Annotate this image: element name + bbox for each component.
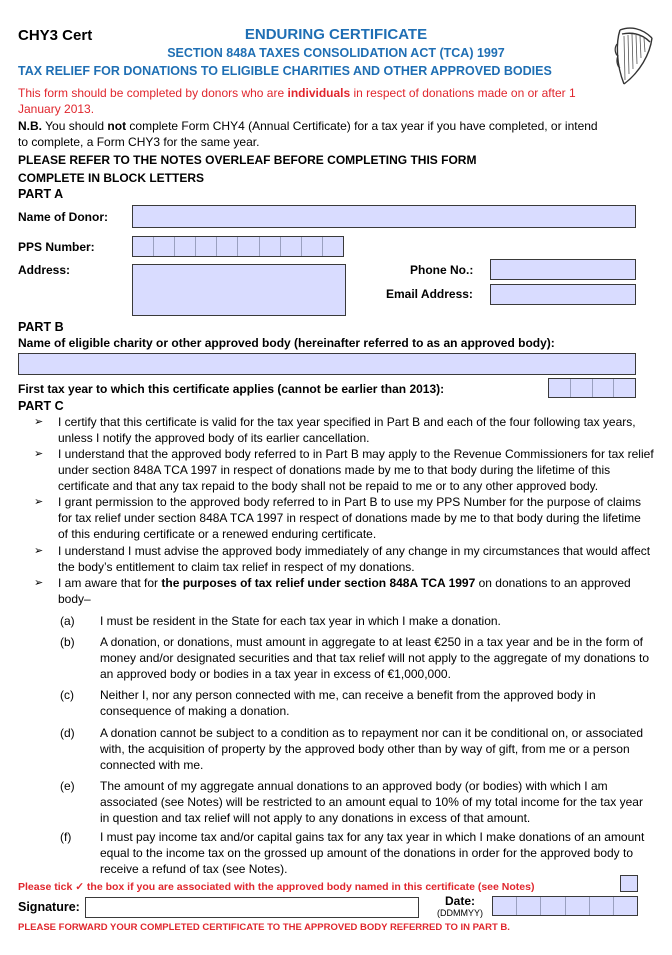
condition-text: A donation, or donations, must amount in aggregate to at least €250 in a tax year and be in the form of money and/or designated securities and that tax relief will not apply to the aggregate of my donations to an approved body or bodies in a tax year in excess of €1,000,000. — [100, 635, 649, 681]
condition-letter: (b) — [60, 635, 75, 649]
form-code: CHY3 Cert — [18, 27, 93, 44]
bullet-arrow-icon: ➢ — [34, 496, 44, 508]
association-checkbox[interactable] — [620, 875, 638, 892]
certification-bullet: I understand I must advise the approved body immediately of any change in my circumstances that would affect the body’s entitlement to claim tax relief in respect of my donations. — [58, 544, 651, 574]
condition-letter: (c) — [60, 688, 74, 702]
condition-text: Neither I, nor any person connected with me, can receive a benefit from the approved body in consequence of making a donation. — [100, 688, 596, 718]
date-digit-box[interactable] — [517, 897, 541, 915]
email-field[interactable] — [490, 284, 636, 305]
pps-char-box[interactable] — [260, 237, 281, 256]
address-field[interactable] — [132, 264, 346, 316]
pps-char-box[interactable] — [133, 237, 154, 256]
condition-text: I must pay income tax and/or capital gains tax for any tax year in which I make donations of an amount equal to the income tax on the grossed up amount of the donations in order for the approved body to receive a refund of tax (see Notes). — [100, 830, 645, 876]
date-label: Date: — [445, 894, 476, 908]
bullet-arrow-icon: ➢ — [34, 545, 44, 557]
certification-bullet: I certify that this certificate is valid for the tax year specified in Part B and each of the four following tax years, unless I notify the approved body of its earlier cancellation. — [58, 415, 636, 445]
condition-letter: (d) — [60, 726, 75, 740]
condition-letter: (e) — [60, 779, 75, 793]
date-digit-box[interactable] — [614, 897, 637, 915]
donor-name-field[interactable] — [132, 205, 636, 228]
form-title: ENDURING CERTIFICATE — [244, 26, 428, 43]
phone-label: Phone No.: — [410, 263, 474, 277]
address-label: Address: — [18, 263, 71, 277]
pps-number-label: PPS Number: — [18, 240, 95, 254]
condition-text: The amount of my aggregate annual donations to an approved body (or bodies) with which I am associated (see Notes) will be restricted to an amount equal to 10% of my total income for the tax year in question and tax relief will not apply to any donations in excess of that amount. — [100, 779, 643, 825]
condition-text: A donation cannot be subject to a condition as to repayment nor can it be conditional on, or associated with, the acquisition of property by the approved body other than by way of gift, from me or a person connected with me. — [100, 726, 644, 772]
condition-letter: (a) — [60, 614, 75, 628]
bullet-arrow-icon: ➢ — [34, 577, 44, 589]
email-label: Email Address: — [386, 287, 473, 301]
association-tick-note: Please tick ✓ the box if you are associated with the approved body named in this certificate (see Notes) — [18, 881, 535, 893]
refer-notes-instruction: PLEASE REFER TO THE NOTES OVERLEAF BEFORE COMPLETING THIS FORM — [18, 153, 477, 167]
aware-statement: I am aware that for the purposes of tax relief under section 848A TCA 1997 on donations to an approved body– — [58, 576, 631, 606]
date-digit-box[interactable] — [541, 897, 565, 915]
date-format-hint: (DDMMYY) — [437, 908, 483, 918]
condition-letter: (f) — [60, 830, 72, 844]
year-digit-box[interactable] — [614, 379, 635, 397]
year-digit-box[interactable] — [593, 379, 615, 397]
block-letters-instruction: COMPLETE IN BLOCK LETTERS — [18, 171, 204, 185]
pps-number-field[interactable] — [132, 236, 344, 257]
pps-char-box[interactable] — [323, 237, 343, 256]
date-field[interactable] — [492, 896, 638, 916]
donor-name-label: Name of Donor: — [18, 210, 108, 224]
year-digit-box[interactable] — [549, 379, 571, 397]
pps-char-box[interactable] — [175, 237, 196, 256]
nb-note: N.B. You should not complete Form CHY4 (Annual Certificate) for a tax year if you have completed, or intend to complete, a Form CHY3 for the same year. — [18, 119, 598, 149]
forward-instruction: PLEASE FORWARD YOUR COMPLETED CERTIFICATE TO THE APPROVED BODY REFERRED TO IN PART B. — [18, 922, 510, 933]
pps-char-box[interactable] — [217, 237, 238, 256]
part-b-heading: PART B — [18, 320, 64, 334]
charity-name-field[interactable] — [18, 353, 636, 375]
year-digit-box[interactable] — [571, 379, 593, 397]
pps-char-box[interactable] — [154, 237, 175, 256]
harp-emblem-icon — [612, 24, 658, 88]
charity-name-label: Name of eligible charity or other approved body (hereinafter referred to as an approved body): — [18, 336, 555, 350]
pps-char-box[interactable] — [281, 237, 302, 256]
date-digit-box[interactable] — [493, 897, 517, 915]
section-heading: SECTION 848A TAXES CONSOLIDATION ACT (TCA) 1997 — [167, 46, 505, 60]
form-subtitle: TAX RELIEF FOR DONATIONS TO ELIGIBLE CHARITIES AND OTHER APPROVED BODIES — [18, 64, 552, 78]
bullet-arrow-icon: ➢ — [34, 416, 44, 428]
first-tax-year-field[interactable] — [548, 378, 636, 398]
date-digit-box[interactable] — [590, 897, 614, 915]
signature-field[interactable] — [85, 897, 419, 918]
date-digit-box[interactable] — [566, 897, 590, 915]
pps-char-box[interactable] — [302, 237, 323, 256]
pps-char-box[interactable] — [196, 237, 217, 256]
first-tax-year-label: First tax year to which this certificate applies (cannot be earlier than 2013): — [18, 382, 445, 396]
certification-bullet: I grant permission to the approved body referred to in Part B to use my PPS Number for the purpose of claims for tax relief under section 848A TCA 1997 in respect of donations made by me to that body during the lifetime of this enduring certificate or a renewed enduring certificate. — [58, 495, 641, 541]
intro-eligibility-note: This form should be completed by donors who are individuals in respect of donations made on or after 1 January 2013. — [18, 86, 576, 116]
certification-bullet: I understand that the approved body referred to in Part B may apply to the Revenue Commissioners for tax relief under section 848A TCA 1997 in respect of donations made by me to that body during the lifetime of this certificate and that any tax repaid to the body shall not be repaid to me or to any other approved body. — [58, 447, 654, 493]
pps-char-box[interactable] — [238, 237, 259, 256]
part-c-heading: PART C — [18, 399, 64, 413]
signature-label: Signature: — [18, 900, 80, 914]
part-a-heading: PART A — [18, 187, 64, 201]
phone-field[interactable] — [490, 259, 636, 280]
bullet-arrow-icon: ➢ — [34, 448, 44, 460]
condition-text: I must be resident in the State for each tax year in which I make a donation. — [100, 614, 501, 628]
